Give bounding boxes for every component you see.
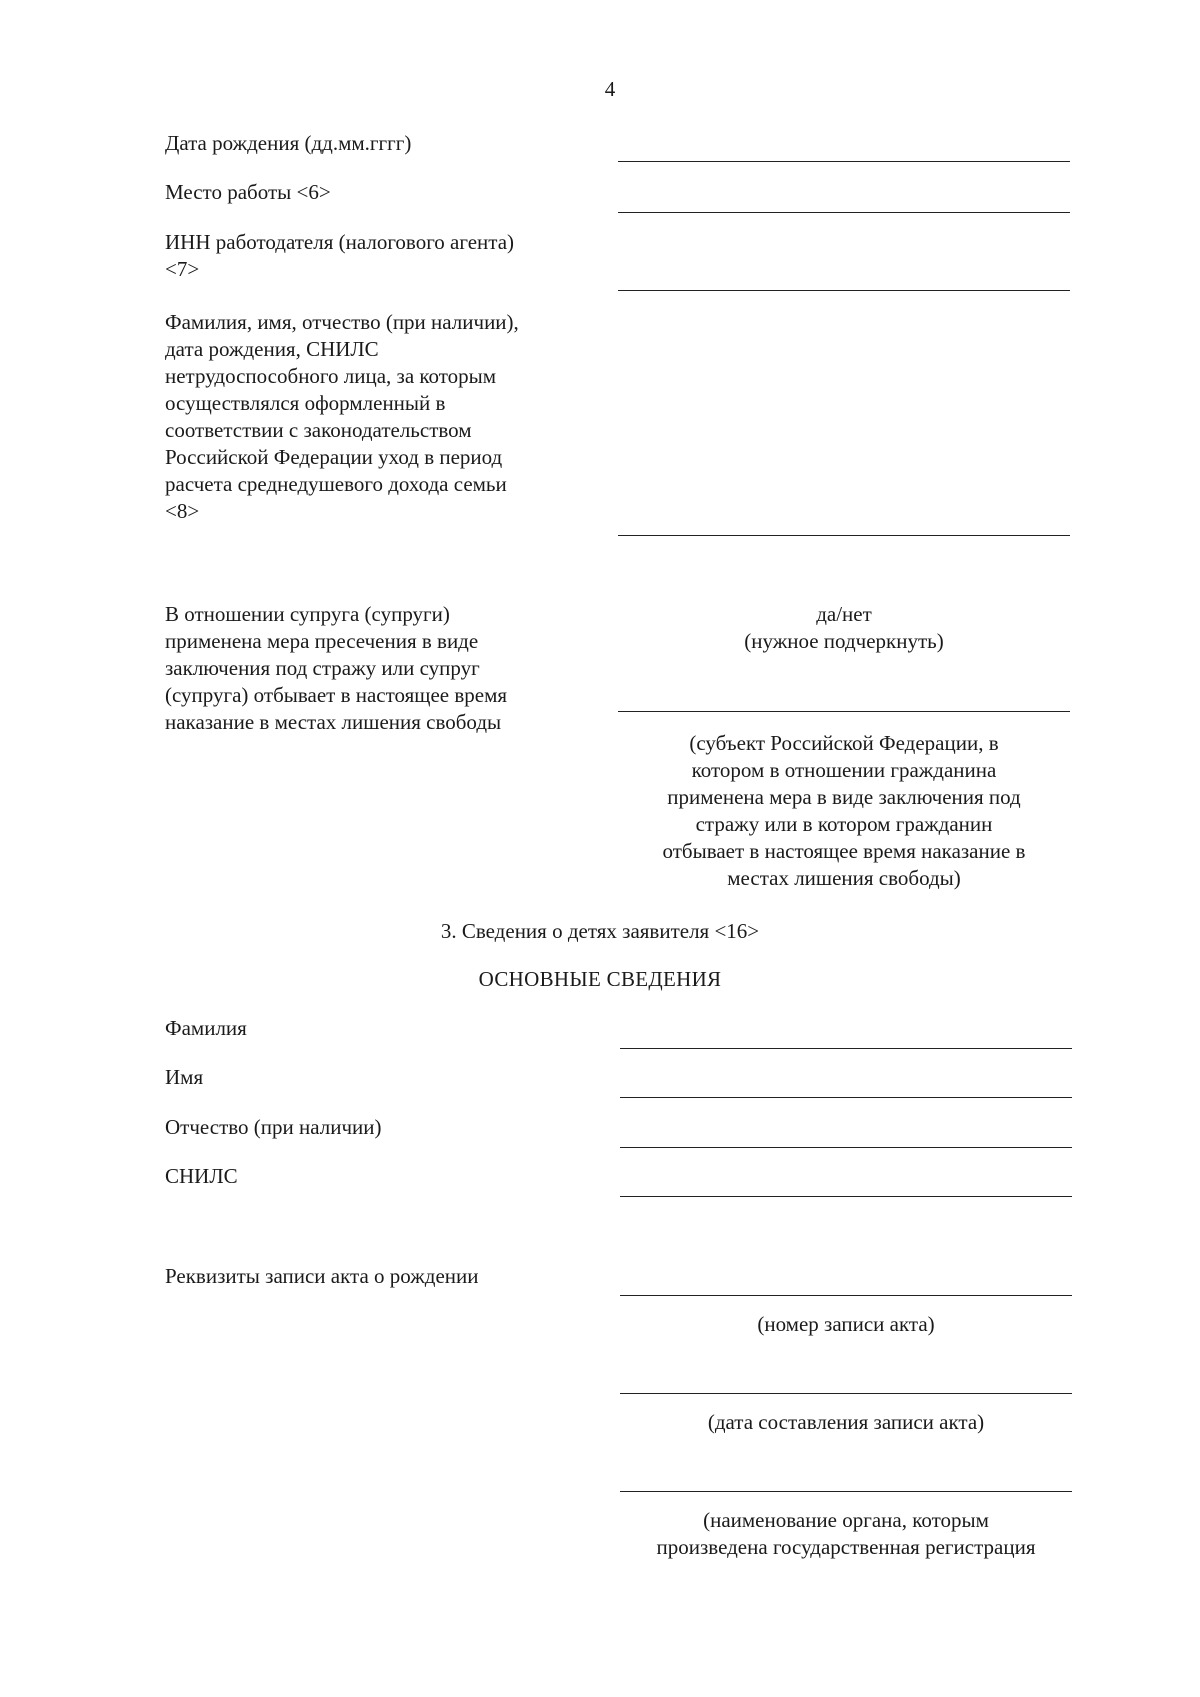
employer-inn-label: ИНН работодателя (налогового агента) <7>: [165, 230, 515, 281]
birth-date-line[interactable]: [618, 161, 1070, 162]
birth-date-label: Дата рождения (дд.мм.гггг): [165, 131, 412, 155]
workplace-label: Место работы <6>: [165, 180, 331, 204]
snils-label: СНИЛС: [165, 1164, 238, 1188]
yes-no-options[interactable]: да/нет: [816, 602, 872, 626]
section3-subheading: ОСНОВНЫЕ СВЕДЕНИЯ: [478, 967, 722, 991]
patronymic-line[interactable]: [620, 1147, 1072, 1148]
yes-no-hint: (нужное подчеркнуть): [744, 629, 944, 653]
patronymic-label: Отчество (при наличии): [165, 1115, 382, 1139]
dependent-info-line[interactable]: [618, 535, 1070, 536]
surname-label: Фамилия: [165, 1016, 247, 1040]
registration-body-caption: (наименование органа, которым произведена государственная регистрация: [656, 1508, 1036, 1559]
surname-line[interactable]: [620, 1048, 1072, 1049]
record-number-line[interactable]: [620, 1295, 1072, 1296]
detention-label: В отношении супруга (супруги) применена мера пресечения в виде заключения под стражу или супруг (супруга) отбывает в настоящее время наказание в местах лишения свободы: [165, 602, 508, 734]
section3-heading: 3. Сведения о детях заявителя <16>: [440, 919, 760, 943]
workplace-line[interactable]: [618, 212, 1070, 213]
birth-record-label: Реквизиты записи акта о рождении: [165, 1264, 479, 1288]
record-number-caption: (номер записи акта): [757, 1312, 935, 1336]
name-line[interactable]: [620, 1097, 1072, 1098]
record-date-line[interactable]: [620, 1393, 1072, 1394]
region-caption: (субъект Российской Федерации, в котором в отношении гражданина применена мера в виде заключения под стражу или в котором гражданин отбывает в настоящее время наказание в местах лишения свободы): [662, 731, 1026, 890]
snils-line[interactable]: [620, 1196, 1072, 1197]
region-line[interactable]: [618, 711, 1070, 712]
employer-inn-line[interactable]: [618, 290, 1070, 291]
page-number: 4: [604, 77, 616, 101]
dependent-info-label: Фамилия, имя, отчество (при наличии), дата рождения, СНИЛС нетрудоспособного лица, за которым осуществлялся оформленный в соответствии с законодательством Российской Федерации уход в период расчета среднедушевого дохода семьи <8>: [165, 310, 519, 523]
registration-body-line[interactable]: [620, 1491, 1072, 1492]
name-label: Имя: [165, 1065, 204, 1089]
record-date-caption: (дата составления записи акта): [707, 1410, 985, 1434]
